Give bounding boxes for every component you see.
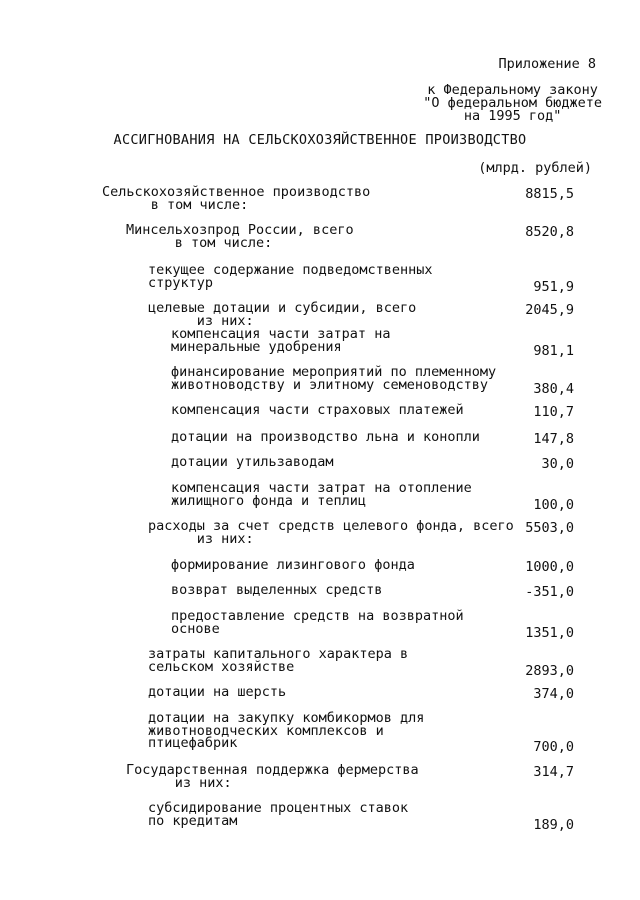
row-value: 30,0 — [541, 456, 574, 472]
law-name-line-2: на 1995 год" — [463, 108, 562, 124]
row-label-line: целевые дотации и субсидии, всего — [148, 300, 417, 316]
row-label-line: основе — [171, 620, 220, 637]
row-label — [171, 431, 480, 444]
row-label-line: по кредитам — [148, 812, 238, 829]
row-label — [171, 584, 382, 597]
row-label-line: дотации на шерсть — [148, 684, 287, 700]
row-label — [148, 264, 432, 289]
row-label — [171, 610, 464, 635]
row-label — [171, 559, 415, 572]
row-value: 8520,8 — [525, 224, 574, 240]
row-value: 1000,0 — [525, 559, 574, 575]
row-value: 2045,9 — [525, 302, 574, 318]
row-value: 100,0 — [533, 496, 574, 513]
row-value: 951,9 — [533, 278, 574, 295]
row-label-line: финансирование мероприятий по племенному — [171, 364, 497, 380]
row-label-line: дотации утильзаводам — [171, 454, 334, 470]
row-label — [102, 186, 370, 211]
appendix-label: Приложение 8 — [498, 56, 596, 72]
row-label-line: животноводческих комплексов и — [148, 722, 384, 739]
row-label-line: Минсельхозпрод России, всего — [126, 222, 354, 238]
row-label — [171, 366, 496, 391]
row-label-line: из них: — [148, 530, 254, 547]
row-label — [126, 224, 354, 249]
row-label-line: Сельскохозяйственное производство — [102, 184, 371, 200]
row-label-line: Государственная поддержка фермерства — [126, 762, 419, 778]
row-label-line: минеральные удобрения — [171, 338, 342, 355]
document-title: АССИГНОВАНИЯ НА СЕЛЬСКОХОЗЯЙСТВЕННОЕ ПРОИЗВОДСТВО — [113, 132, 527, 148]
row-label-line: формирование лизингового фонда — [171, 557, 415, 573]
row-value: 314,7 — [533, 764, 574, 780]
row-label-line: в том числе: — [102, 196, 249, 213]
row-value: 700,0 — [533, 739, 574, 755]
row-value: 2893,0 — [525, 662, 574, 679]
row-value: 981,1 — [533, 342, 574, 359]
row-label-line: текущее содержание подведомственных — [148, 262, 433, 278]
row-label-line: дотации на закупку комбикормов для — [148, 710, 425, 726]
row-value: 110,7 — [533, 404, 574, 420]
row-value: -351,0 — [525, 584, 574, 600]
row-value: 380,4 — [533, 380, 574, 397]
row-label-line: расходы за счет средств целевого фонда, всего — [148, 518, 514, 534]
law-name-line-1: "О федеральном бюджете — [423, 95, 602, 111]
row-label — [148, 712, 424, 750]
row-label-line: из них: — [148, 312, 254, 329]
row-label — [148, 648, 408, 673]
row-label-line: в том числе: — [126, 234, 273, 251]
row-label — [148, 520, 514, 545]
row-label-line: предоставление средств на возвратной — [171, 608, 464, 624]
row-label-line: животноводству и элитному семеноводству — [171, 376, 488, 393]
row-label-line: птицефабрик — [148, 735, 238, 751]
row-label — [148, 302, 416, 327]
row-label-line: структур — [148, 274, 214, 291]
row-label-line: компенсация части затрат на — [171, 326, 391, 342]
row-label-line: дотации на производство льна и конопли — [171, 429, 480, 445]
row-value: 374,0 — [533, 686, 574, 702]
row-value: 8815,5 — [525, 186, 574, 202]
units-label: (млрд. рублей) — [478, 160, 592, 176]
row-label — [148, 802, 408, 827]
row-label — [171, 328, 390, 353]
row-label-line: жилищного фонда и теплиц — [171, 492, 367, 509]
row-label-line: компенсация части затрат на отопление — [171, 480, 472, 496]
row-value: 189,0 — [533, 816, 574, 833]
row-label — [171, 456, 334, 469]
row-label-line: затраты капитального характера в — [148, 646, 409, 662]
row-label — [171, 404, 464, 417]
row-label — [171, 482, 472, 507]
row-value: 147,8 — [533, 431, 574, 447]
row-value: 1351,0 — [525, 624, 574, 641]
row-value: 5503,0 — [525, 520, 574, 536]
row-label-line: сельском хозяйстве — [148, 658, 295, 675]
law-reference — [423, 84, 602, 123]
to-law-line: к Федеральному закону — [427, 82, 598, 98]
row-label-line: субсидирование процентных ставок — [148, 800, 409, 816]
row-label-line: компенсация части страховых платежей — [171, 402, 464, 418]
row-label — [148, 686, 286, 699]
row-label-line: из них: — [126, 774, 232, 791]
row-label-line: возврат выделенных средств — [171, 582, 383, 598]
row-label — [126, 764, 419, 789]
